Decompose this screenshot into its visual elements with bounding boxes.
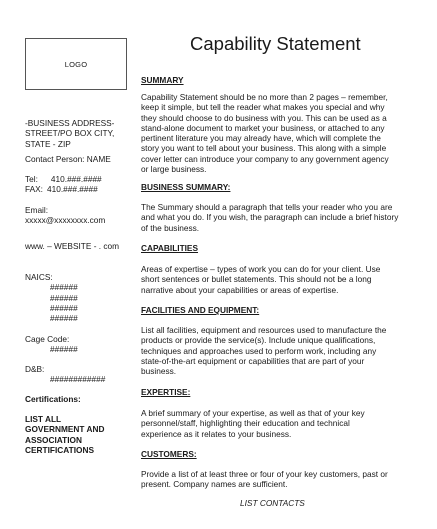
text-line: narrative about your capabilities or areas of expertise.	[141, 284, 339, 295]
text-line: of the business.	[141, 222, 200, 233]
text-line: The Summary should a paragraph that tells your reader who you are	[141, 202, 393, 212]
capabilities-text	[141, 264, 419, 295]
facilities-heading: FACILITIES AND EQUIPMENT:	[141, 305, 260, 315]
capabilities-heading: CAPABILITIES	[141, 243, 199, 253]
customers-heading: CUSTOMERS:	[141, 449, 197, 459]
website: www. – WEBSITE - . com	[25, 241, 120, 251]
expertise-text	[141, 408, 419, 439]
certification-line: LIST ALL	[25, 414, 62, 424]
text-line: cover letter can introduce your company to any government agency	[141, 153, 389, 164]
text-line: Capability Statement should be no more than 2 pages – remember,	[141, 92, 388, 102]
naics-code: ######	[50, 282, 78, 293]
text-line: business.	[141, 366, 177, 377]
email-value: xxxxx@xxxxxxxx.com	[25, 215, 106, 226]
naics-code: ######	[50, 292, 78, 303]
dnb-block	[25, 364, 137, 385]
business-summary-heading: BUSINESS SUMMARY:	[141, 182, 231, 192]
address-line: STREET/PO BOX CITY,	[25, 128, 115, 139]
certification-line: CERTIFICATIONS	[25, 444, 94, 455]
fax-value: 410.###.####	[46, 184, 98, 195]
text-line: Areas of expertise – types of work you can do for your client. Use	[141, 264, 381, 274]
text-line: products or provide the service(s). Include unique qualifications,	[141, 335, 376, 346]
logo-text: LOGO	[64, 59, 88, 69]
text-line: pertinent literature you may already have, which will complete the	[141, 133, 381, 144]
address-line: STATE - ZIP	[25, 138, 71, 149]
facilities-text	[141, 325, 419, 376]
naics-code: ######	[50, 302, 78, 313]
text-line: story you want to tell about your business. This along with a simple	[141, 143, 387, 154]
fax-label: FAX:	[25, 184, 43, 195]
text-line: and what you do. If you wish, the paragraph can include a brief history	[141, 212, 399, 223]
text-line: short sentences or bullet statements. This should not be a long	[141, 274, 372, 285]
text-line: personnel/staff, highlighting their education and technical	[141, 418, 350, 429]
customers-text	[141, 469, 419, 490]
naics-block	[25, 272, 137, 323]
page-title: Capability Statement	[190, 33, 361, 54]
business-summary-text	[141, 202, 419, 233]
naics-label: NAICS:	[25, 272, 53, 282]
certifications-label: Certifications:	[25, 394, 81, 404]
text-line: keep it simple, but tell the reader what makes you special and why	[141, 102, 385, 113]
email-label: Email:	[25, 205, 49, 215]
business-address	[25, 118, 137, 149]
phone-block	[25, 174, 137, 195]
certifications-list	[25, 414, 137, 455]
contact-person: Contact Person: NAME	[25, 154, 111, 164]
address-line: -BUSINESS ADDRESS-	[25, 118, 115, 128]
cage-label: Cage Code:	[25, 334, 70, 344]
email-block	[25, 205, 137, 226]
tel-label: Tel:	[25, 174, 38, 184]
expertise-heading: EXPERTISE:	[141, 387, 191, 397]
text-line: techniques and approaches used to perform work, including any	[141, 345, 377, 356]
text-line: Provide a list of at least three or four of your key customers, past or	[141, 469, 388, 479]
text-line: state-of-the-art equipment or capabilities that are part of your	[141, 355, 365, 366]
text-line: stand-alone document to market your business, or attached to any	[141, 122, 385, 133]
summary-text	[141, 92, 419, 174]
logo-placeholder	[25, 38, 127, 90]
text-line: they should choose to do business with you. This can be used as a	[141, 112, 387, 123]
text-line: A brief summary of your expertise, as well as that of your key	[141, 408, 365, 418]
text-line: or large business.	[141, 164, 207, 175]
certification-line: GOVERNMENT AND	[25, 424, 105, 435]
certification-line: ASSOCIATION	[25, 434, 83, 445]
text-line: experience as it relates to your business.	[141, 428, 292, 439]
dnb-label: D&B:	[25, 364, 45, 374]
text-line: List all facilities, equipment and resources used to manufacture the	[141, 325, 387, 335]
naics-code: ######	[50, 313, 78, 324]
dnb-value: ############	[50, 374, 106, 385]
summary-heading: SUMMARY	[141, 75, 184, 85]
cage-block	[25, 334, 137, 355]
list-contacts-footer: LIST CONTACTS	[240, 498, 305, 508]
text-line: present. Company names are sufficient.	[141, 479, 288, 490]
cage-value: ######	[50, 344, 78, 355]
tel-value: 410.###.####	[50, 174, 102, 184]
